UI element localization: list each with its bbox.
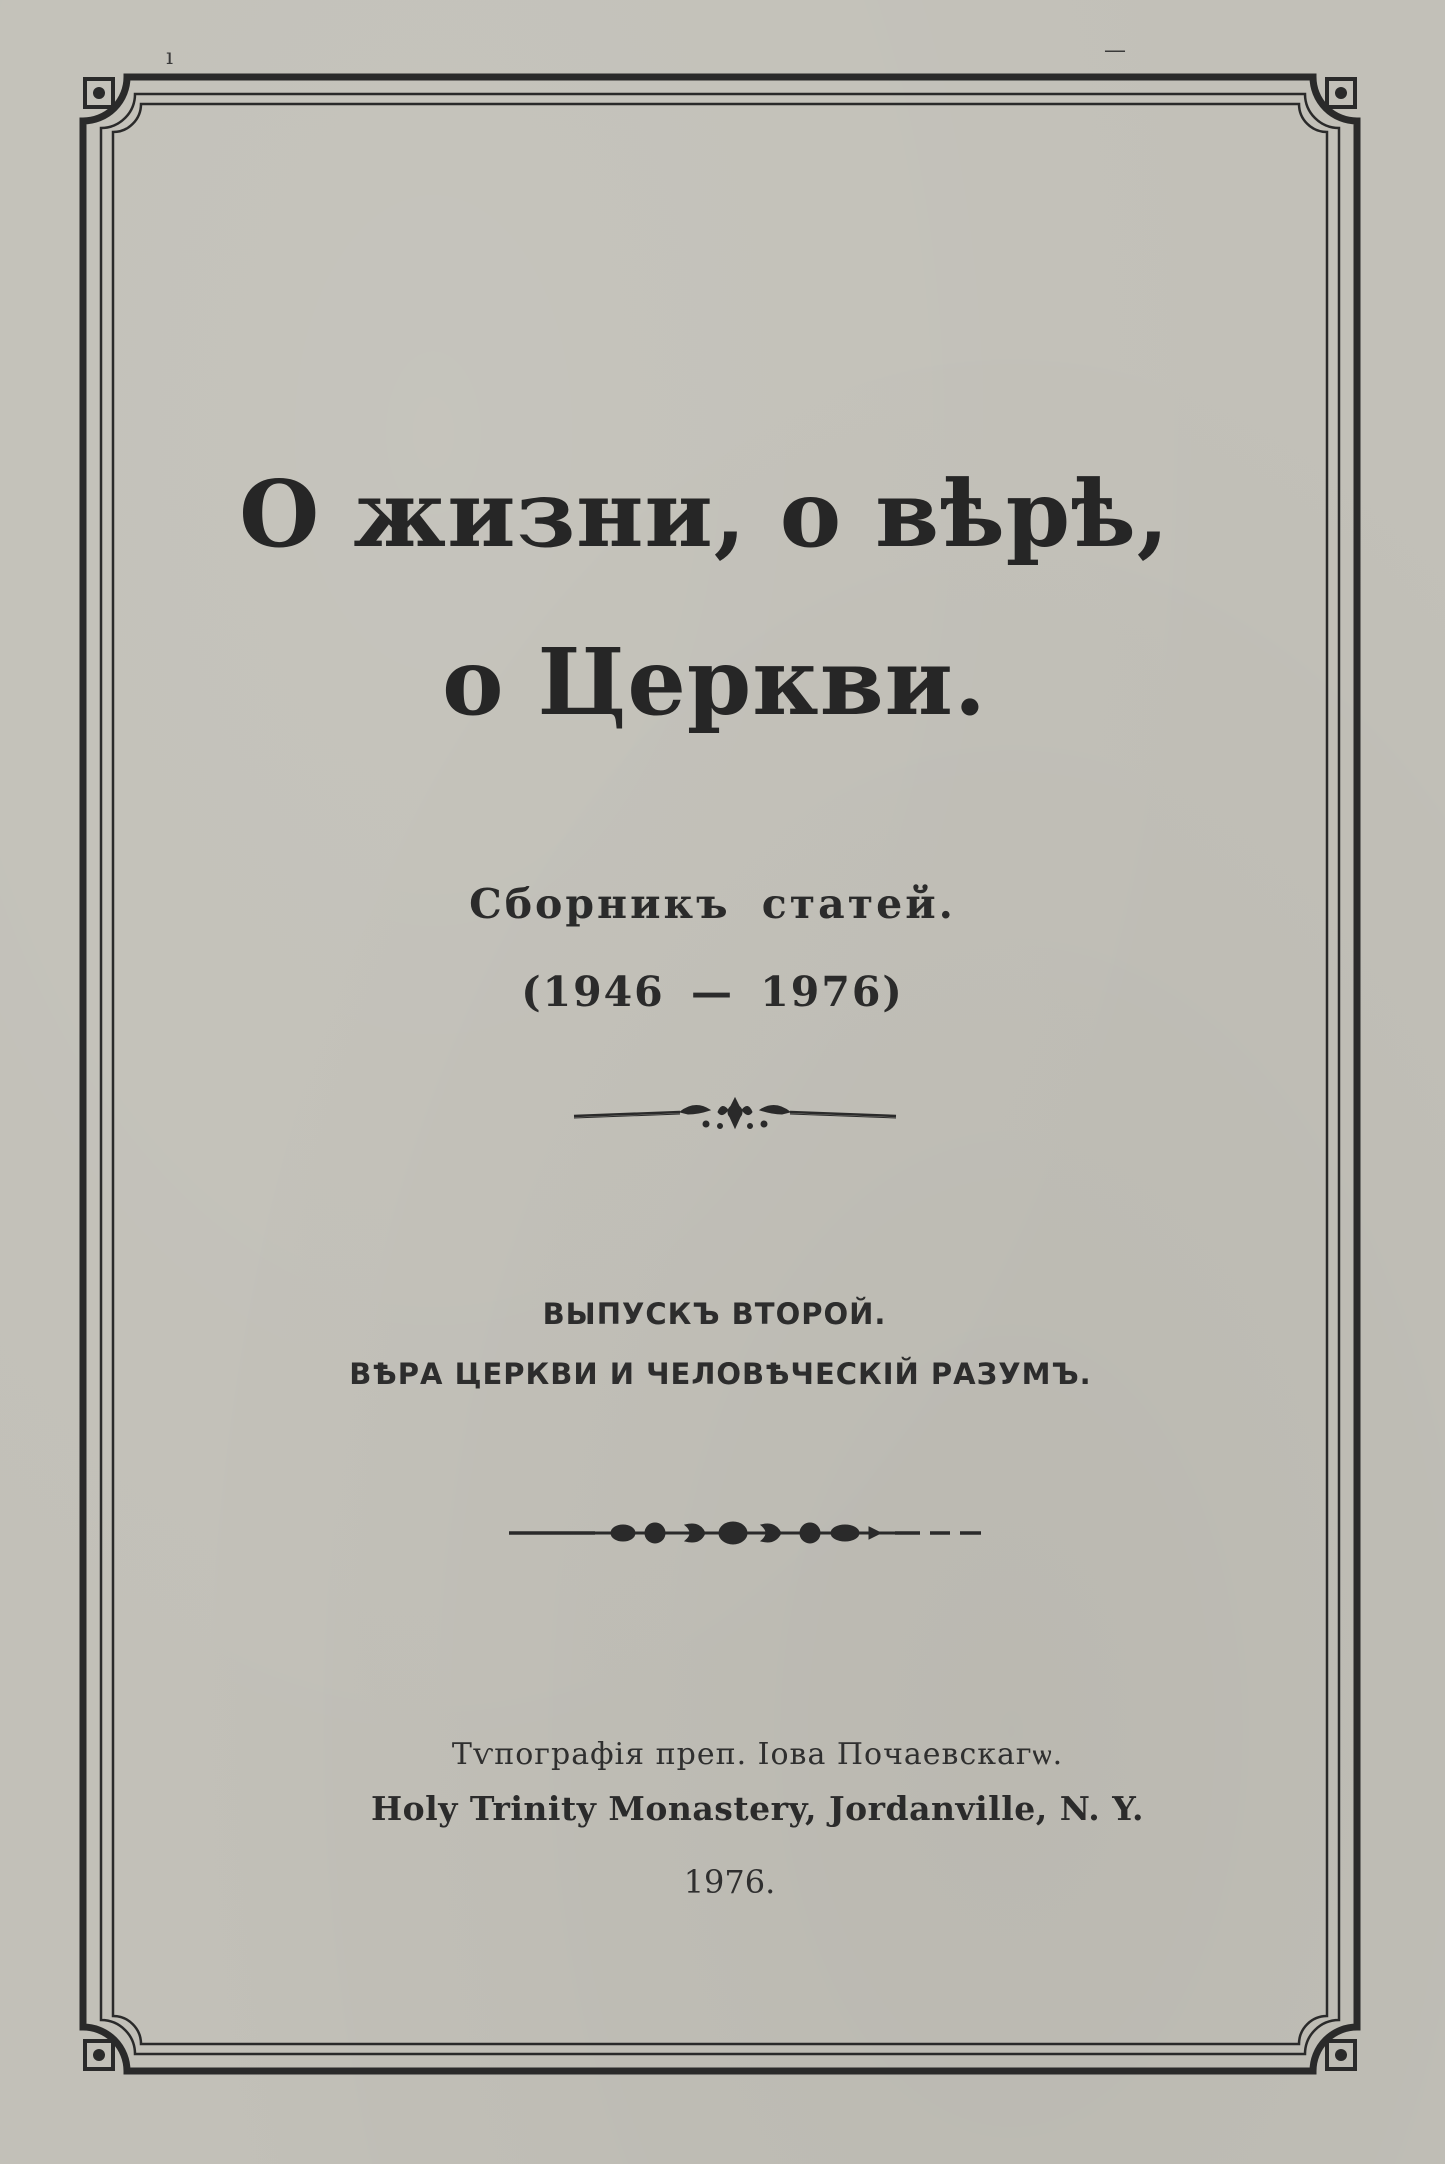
book-years: (1946 — 1976) [521,968,904,1016]
monastery-imprint: Holy Trinity Monastery, Jordanville, N. Y. [370,1789,1145,1828]
printer-imprint: Тѵпографія преп. Іова Почаевскагѡ. [451,1737,1064,1772]
book-subtitle: Сборникъ статей. [469,880,956,928]
floral-divider-icon [570,1090,900,1140]
vine-divider-icon [505,1513,985,1553]
book-title-line-1: О жизни, о вѣрѣ, [239,460,1170,568]
publication-year: 1976. [683,1863,776,1901]
page-mark: ı [166,45,174,70]
issue-number: ВЫПУСКЪ ВТОРОЙ. [542,1297,887,1331]
page-mark-dash: — [1104,38,1126,63]
book-title-line-2: о Церкви. [442,628,987,736]
issue-name: ВѢРА ЦЕРКВИ И ЧЕЛОВѢЧЕСКІЙ РАЗУМЪ. [349,1357,1092,1391]
